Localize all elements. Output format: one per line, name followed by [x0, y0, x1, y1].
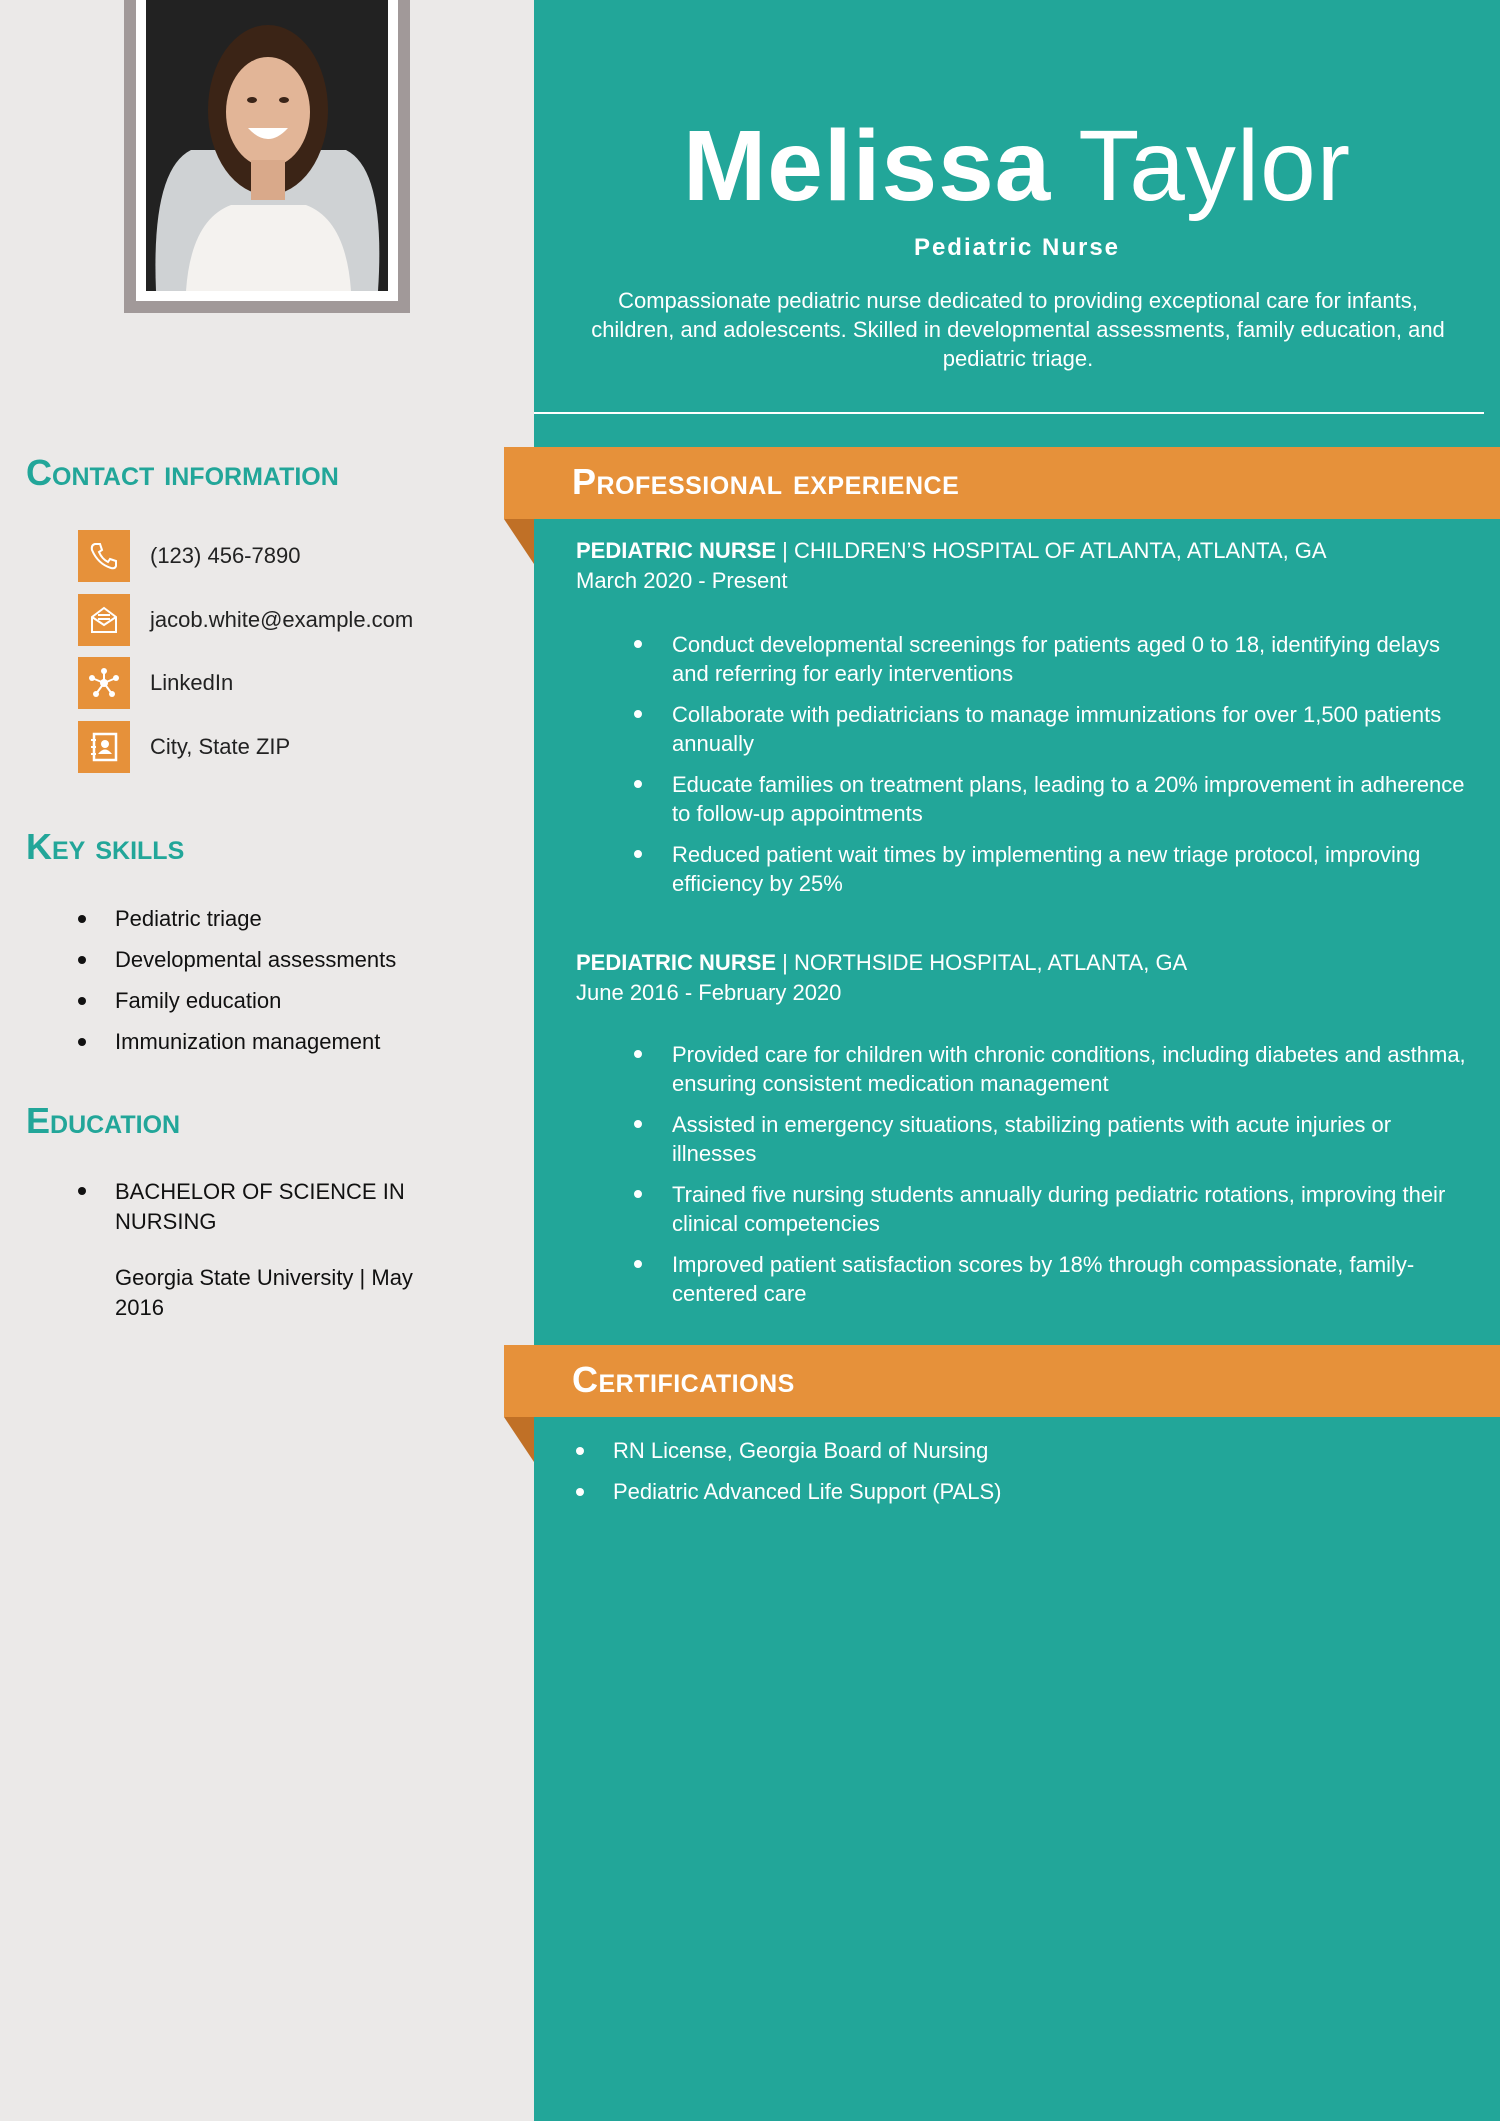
address-text: City, State ZIP	[150, 734, 291, 759]
job-header	[576, 536, 1327, 596]
job-employer: | CHILDREN’S HOSPITAL OF ATLANTA, ATLANTA, GA	[776, 538, 1327, 563]
skills-list	[78, 905, 396, 1069]
certifications-heading: Certifications	[572, 1359, 795, 1400]
job-role: PEDIATRIC NURSE	[576, 950, 777, 975]
skill-item: Pediatric triage	[78, 905, 396, 946]
profile-photo	[146, 0, 388, 291]
job-bullet: Conduct developmental screenings for patients aged 0 to 18, identifying delays and referring for early interventions	[634, 630, 1474, 688]
banner-fold	[504, 1417, 534, 1462]
address-book-icon	[78, 721, 130, 773]
network-icon	[78, 657, 130, 709]
certification-item: RN License, Georgia Board of Nursing	[576, 1437, 1001, 1478]
job-bullets	[634, 1040, 1474, 1320]
candidate-name	[534, 106, 1500, 226]
last-name: Taylor	[1078, 110, 1352, 222]
job-dates: March 2020 - Present	[576, 568, 788, 593]
job-title: Pediatric Nurse	[913, 234, 1121, 261]
job-role: PEDIATRIC NURSE	[576, 538, 777, 563]
job-bullet: Collaborate with pediatricians to manage immunizations for over 1,500 patients annually	[634, 700, 1474, 758]
phone-text: (123) 456-7890	[150, 543, 301, 568]
banner-fold	[504, 519, 534, 564]
experience-heading: Professional experience	[572, 461, 960, 502]
phone-icon	[78, 530, 130, 582]
degree: BACHELOR OF SCIENCE IN NURSING	[78, 1177, 435, 1237]
summary: Compassionate pediatric nurse dedicated to providing exceptional care for infants, children, and adolescents. Skilled in developmental assessments, family education, and pediatric triage.	[591, 288, 1445, 371]
certification-item: Pediatric Advanced Life Support (PALS)	[576, 1478, 1001, 1519]
job-dates: June 2016 - February 2020	[576, 980, 842, 1005]
education-list	[78, 1177, 435, 1323]
contact-phone	[78, 530, 498, 582]
experience-banner	[504, 447, 1500, 519]
job-bullets	[634, 630, 1474, 910]
job-bullet: Reduced patient wait times by implementing a new triage protocol, improving efficiency by 25%	[634, 840, 1474, 898]
contact-email	[78, 594, 498, 646]
job-bullet: Provided care for children with chronic conditions, including diabetes and asthma, ensuring consistent medication management	[634, 1040, 1474, 1098]
profile-photo-frame	[124, 0, 410, 313]
certifications-banner	[504, 1345, 1500, 1417]
envelope-icon	[78, 594, 130, 646]
job-bullet: Assisted in emergency situations, stabilizing patients with acute injuries or illnesses	[634, 1110, 1474, 1168]
education-heading: Education	[26, 1100, 181, 1141]
contact-heading: Contact information	[26, 452, 339, 493]
job-header	[576, 948, 1187, 1008]
linkedin-text: LinkedIn	[150, 670, 234, 695]
school: Georgia State University | May 2016	[115, 1265, 413, 1320]
header-divider	[534, 412, 1484, 414]
job-bullet: Educate families on treatment plans, leading to a 20% improvement in adherence to follow-up appointments	[634, 770, 1474, 828]
contact-linkedin	[78, 657, 498, 709]
contact-address	[78, 721, 498, 773]
skill-item: Immunization management	[78, 1028, 396, 1069]
first-name: Melissa	[682, 110, 1052, 222]
skills-heading: Key skills	[26, 826, 185, 867]
skill-item: Developmental assessments	[78, 946, 396, 987]
job-bullet: Improved patient satisfaction scores by 18% through compassionate, family-centered care	[634, 1250, 1474, 1308]
email-text: jacob.white@example.com	[150, 607, 414, 632]
job-employer: | NORTHSIDE HOSPITAL, ATLANTA, GA	[776, 950, 1188, 975]
skill-item: Family education	[78, 987, 396, 1028]
job-bullet: Trained five nursing students annually during pediatric rotations, improving their clinical competencies	[634, 1180, 1474, 1238]
certifications-list	[576, 1437, 1001, 1519]
